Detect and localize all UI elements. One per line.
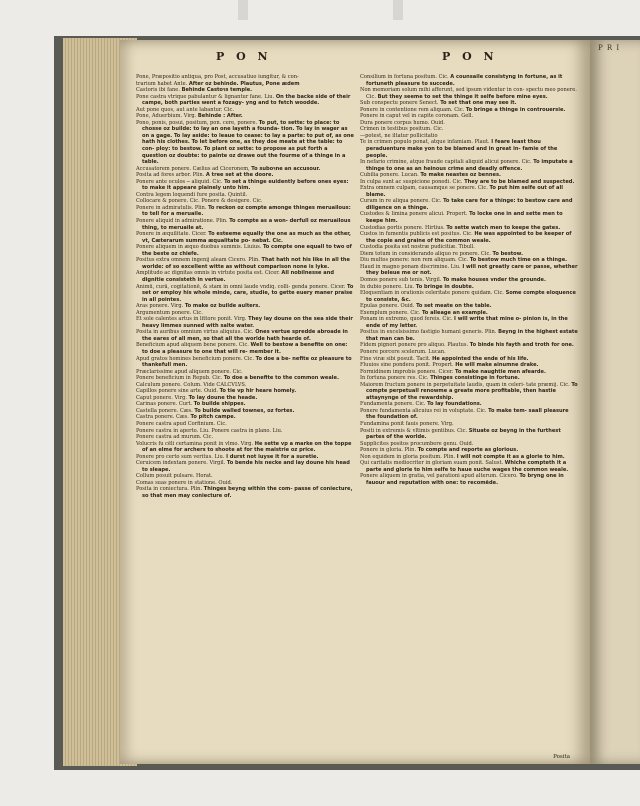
entry-latin-text: Fine viræ sibi posuit. Tacit. <box>360 355 431 362</box>
entry-latin-text: Posita in auribus omnium virtus aliquius. Cic. <box>136 329 254 336</box>
dictionary-entry <box>136 231 354 244</box>
dictionary-entry <box>136 205 354 218</box>
entry-latin-text: Posita ad fores arbor. Plin. <box>136 172 205 179</box>
entry-english-gloss: To bryng one in fauour and reputation with one: to recomēde. <box>366 473 564 486</box>
entry-latin-text: Ponere pro certo sum veritus. Liu. <box>136 453 225 460</box>
entry-latin-text: Fundamenta ponere. Cic. <box>360 401 426 408</box>
entry-latin-text: Haud in magno ponam discrimine. Liu. <box>360 263 461 270</box>
entry-latin-text: Aras ponere. Virg. <box>136 303 184 310</box>
dictionary-entry <box>136 284 354 304</box>
dictionary-entry <box>360 74 578 87</box>
book-page <box>120 40 590 764</box>
dictionary-entry <box>360 329 578 342</box>
entry-latin-text: Fluuios sine pondera ponit. Propert. <box>360 362 454 369</box>
entry-english-gloss: To lay foundations. <box>427 401 482 408</box>
entry-latin-text: Diem totum in considerando aliquo re ponere. Cic. <box>360 250 491 257</box>
entry-english-gloss: To make oz builde aulters. <box>184 303 261 310</box>
entry-latin-text: Caput ponere. Virg. <box>136 394 187 401</box>
entry-latin-text: Ponam in extremo, quod fereis. Cic. <box>360 316 453 323</box>
dictionary-entry <box>360 473 578 486</box>
entry-english-gloss: Beyng in the highest estate that man can be. <box>366 329 578 342</box>
entry-latin-text: Præclarissime apud aliquem ponere. Cic. <box>136 368 243 375</box>
entry-latin-text: Positus in excelsissimo fastigio humani generis. Plin. <box>360 329 497 336</box>
entry-latin-text: Amplitudo ac dignitas omnis in virtute posita est. Cicer. <box>136 270 280 277</box>
entry-latin-text: Curam in re aliqua ponere. Cic. <box>360 198 442 205</box>
entry-english-gloss: To binde his fayth and troth for one. <box>469 342 574 349</box>
entry-latin-text: Apud gratos homines beneficium ponere. Cic. <box>136 355 255 362</box>
entry-english-gloss: He sette vp a marke on the toppe of an elme for archers to shoote at for the maistrie oz price. <box>142 440 352 454</box>
entry-english-gloss: To reckon oz compte amonge thinges meruailous: to tell for a meruaile. <box>142 204 351 218</box>
entry-latin-text: Aut pone quos, aut ante labantur. Cic. <box>136 106 234 113</box>
entry-latin-text: Posita in coniectura. Plin. <box>136 486 203 493</box>
entry-latin-text: Custodes & limina ponere alicui. Propert. <box>360 211 468 218</box>
entry-english-gloss: To alleage an example. <box>422 309 488 316</box>
dictionary-entry <box>136 460 354 473</box>
entry-english-gloss: Well to bestow a benefite on one: to doe a pleasure to one that will re- member it. <box>142 342 348 355</box>
entry-latin-text: Ponere aliquid in admiratione. Plin. <box>136 218 228 225</box>
catchword: Posita <box>553 754 570 760</box>
entry-latin-text: Exemplum ponere. Cic. <box>360 309 421 316</box>
entry-english-gloss: To locke one in and sette men to keepe him. <box>366 211 563 225</box>
entry-latin-text: Volucris fu cēli certamina ponit in vlmo. Virg. <box>136 440 254 447</box>
entry-english-gloss: To put, to sette: to place: to chosse oz builde: to lay an one layeth a founda- tion. To lay in wager as on a gage. To lay aside: to leaue to cease: to lay a parte: to put of, as one hath his clothes. To let before one, as they doe meate at the table: to con- ploy: to bestow. To plant oz sette: to propose as put forth a question oz doubte: to painte oz drawe out the fourme of a thinge in a table. <box>142 119 354 166</box>
dictionary-entry <box>360 159 578 172</box>
entry-english-gloss: But they seeme to set the thinge it selfe before mine eyes. <box>377 93 548 100</box>
entry-english-gloss: To doe a be- nefite oz pleasure to thankefull men. <box>142 355 352 369</box>
entry-english-gloss: Thinges beyng within the com- passe of coniecture, so that men may coniecture of. <box>142 486 353 499</box>
entry-english-gloss: To lay doune the heade. <box>188 394 258 401</box>
entry-latin-text: Ponere in caput vel in capite coronam. Gell. <box>360 113 474 120</box>
entry-latin-text: Ponere fundamenta alicuius rei in voluptate. Cic. <box>360 407 487 414</box>
entry-latin-text: Qui caritatis mediocriter in gloriam suam ponit. Salust. <box>360 460 504 467</box>
dictionary-entry <box>360 316 578 329</box>
entry-latin-text: Argumentum ponere. Cic. <box>136 309 203 316</box>
entry-english-gloss: A counsaile consistyng in fortune, as it fortuneth pleasure to succede. <box>366 74 563 87</box>
entry-latin-text: Castra ponere. Cæs. <box>136 414 189 421</box>
entry-latin-text: Supplicites positos procumbere genu. Ouid. <box>360 440 474 447</box>
entry-latin-text: Cubilia ponere. Lucan. <box>360 172 419 179</box>
dictionary-entry <box>136 120 354 166</box>
entry-english-gloss: He appointed the ende of his life. <box>432 355 529 362</box>
entry-english-gloss: To bringe in doubte. <box>415 283 474 290</box>
entry-english-gloss: To sette watch men to keepe the gates. <box>446 224 561 231</box>
entry-latin-text: Ponere ante oculos ─ aliquid. Cic. <box>136 178 223 185</box>
entry-english-gloss: Situate oz beyng in the furthest partes of the worlde. <box>366 427 561 441</box>
entry-latin-text: Fundamina ponit fauis ponere. Virg. <box>360 420 454 427</box>
dictionary-entry <box>136 342 354 355</box>
entry-latin-text: Consilium in fortuna positum. Cic. <box>360 74 449 80</box>
dictionary-entry <box>360 231 578 244</box>
entry-english-gloss: To builde shippes. <box>193 401 246 408</box>
entry-latin-text: Et sole calentes artus in littore ponit. Virg. <box>136 316 247 323</box>
entry-english-gloss: He will make ainumne drake. <box>455 362 539 369</box>
entry-latin-text: Maiorem fructum ponere in perpetuitate laudis, quam in celeri- tate præmij. Cic. <box>360 381 570 388</box>
entry-latin-text: Ponere aliquem in gratia, vel parationi apud alterum. Cicero. <box>360 473 518 480</box>
entry-english-gloss: To suboꝛne an accusour. <box>251 165 321 172</box>
dictionary-entry <box>136 179 354 192</box>
entry-english-gloss: They are to be blamed and suspected. <box>464 178 575 185</box>
entry-english-gloss: Some compte eloquence to consiste, &c. <box>366 290 576 303</box>
entry-english-gloss: To doe a benefite to the common weale. <box>223 375 339 382</box>
entry-english-gloss: They lay doune on the sea side their heavy limmes sunned with salte water. <box>142 316 353 329</box>
entry-latin-text: Sub conspectu ponere Senect. <box>360 100 439 107</box>
dictionary-entry <box>360 382 578 402</box>
entry-english-gloss: He was appointed to be keeper of the copie and graine of the common weale. <box>366 231 572 244</box>
running-head-left: P O N <box>216 50 272 63</box>
entry-english-gloss: To make neastes oz bennes. <box>420 172 501 179</box>
entry-english-gloss: Thinges consistinge in fortune. <box>430 375 520 382</box>
entry-latin-text: Ponere castra ad murum. Cic. <box>136 434 214 441</box>
running-head-right: P O N <box>442 50 498 63</box>
entry-latin-text: Ponere in contentione rem aliquam. Cic. <box>360 106 465 113</box>
entry-english-gloss: I will write that mine o- pinion is, in the ende of my letter. <box>366 316 568 329</box>
entry-latin-text: Contra legem loquendi fure posita. Quintil. <box>136 191 248 198</box>
entry-english-gloss: To tie vp hir heare homely. <box>219 388 297 395</box>
entry-english-gloss: To set that one may see it. <box>440 100 517 107</box>
entry-english-gloss: I will not compte it as a glorie to him. <box>456 453 565 460</box>
dictionary-entry <box>360 185 578 198</box>
entry-latin-text: Diu multos ponere: non rem aliquam. Cic. <box>360 257 469 264</box>
entry-latin-text: Collum posuit pulsare. Horat. <box>136 473 213 480</box>
entry-latin-text: Non equidem in gloria positum. Plin. <box>360 453 456 460</box>
entry-english-gloss: To imputate a thinge to one as an heinous crime and deadly offence. <box>366 159 573 172</box>
dictionary-entry <box>136 329 354 342</box>
entry-english-gloss: To take care for a thinge: to bestow care and diligence on a thinge. <box>366 198 573 211</box>
entry-latin-text: Ponere castra in aperto. Liu. Ponere castra in plano. Liu. <box>136 427 283 434</box>
dictionary-entry <box>360 211 578 224</box>
dictionary-entry <box>360 264 578 277</box>
entry-latin-text: Ponere aliquem in æquo duobus summis. Liuius. <box>136 244 262 251</box>
entry-latin-text: In fortuna ponere res. Cic. <box>360 375 429 382</box>
facing-page-text: P R I <box>598 44 621 52</box>
entry-english-gloss: To bende his necke and lay doune his head to sleape. <box>142 460 350 473</box>
entry-latin-text: Positus extra omnem ingenij aleam Cicero. Plin. <box>136 257 260 264</box>
entry-english-gloss: To compte as a won- derfull oz meruailous thing, to meruaile at. <box>142 218 351 231</box>
entry-latin-text: Ponere in admiratulis. Plin. <box>136 204 207 211</box>
entry-english-gloss: Behinde Castoꝛs temple. <box>181 87 253 94</box>
entry-latin-text: Te in crimen populo ponat, atque infamiam. Plaut. <box>360 139 490 146</box>
entry-latin-text: Comas suas ponere in statione. Ouid. <box>136 479 233 486</box>
entry-latin-text: Eloquentiam in orationis celeritate ponere quidam. Cic. <box>360 290 504 297</box>
entry-english-gloss: To pitch campe. <box>190 414 236 421</box>
entry-english-gloss: To compte perpetuall renowme a greate more profitable, then hastie attaynynge of the rewardship. <box>366 381 578 401</box>
entry-latin-text: Ponere beneficium in Repub. Cic. <box>136 375 223 382</box>
entry-english-gloss: To builde walled townes, oz fortes. <box>194 407 295 414</box>
entry-latin-text: Custodias portis ponere. Hirtius. <box>360 224 445 231</box>
entry-english-gloss: I feare least thou peraduenture make yon to be blamed and in great in- famie of the people. <box>366 139 558 159</box>
entry-latin-text: Positi in extremis & vltimis gentibus. Cic. <box>360 427 468 434</box>
entry-latin-text: Crimen in testibus positum. Cic. <box>360 126 444 133</box>
entry-latin-text: Accusatorem ponere. Cælius ad Ciceronem, <box>136 165 250 172</box>
entry-english-gloss: I durst not iuyse it for a suretie. <box>226 453 319 460</box>
entry-english-gloss: To make naughtie men afearde. <box>455 368 546 375</box>
entry-english-gloss: To set meate on the table. <box>416 303 492 310</box>
entry-latin-text: Ponere porcere scelerum. Lucan. <box>360 348 446 355</box>
facing-page <box>588 40 640 764</box>
entry-latin-text: Domos ponere sub tenis. Virgil. <box>360 276 442 283</box>
entry-latin-text: In culpa sunt ac suspicione ponedi. Cic. <box>360 178 463 185</box>
entry-latin-text: Ceruicem indextam ponere. Virgil. <box>136 460 226 467</box>
scanner-marker-left <box>238 0 248 20</box>
dictionary-entry <box>360 139 578 159</box>
entry-latin-text: Epulas ponere. Ouid. <box>360 303 415 310</box>
entry-latin-text: Ponere in gloria. Plin. <box>360 447 417 454</box>
entry-latin-text: —potest, ne iltatur pollicitatio <box>360 132 438 139</box>
dictionary-entry <box>136 441 354 454</box>
dictionary-entry <box>136 270 354 283</box>
entry-english-gloss: After oz behinde. Plautus, Pone ædem <box>188 80 300 87</box>
entry-english-gloss: To bestow. <box>492 250 523 257</box>
dictionary-entry <box>136 244 354 257</box>
entry-latin-text: Carinas ponere. Curt. <box>136 401 193 408</box>
entry-english-gloss: To set a thinge euidently before ones eyes: to make it appeare plainely unto him. <box>142 178 349 192</box>
entry-english-gloss: To put him selfe out of all blame. <box>366 185 563 198</box>
entry-latin-text: Pone, Præpositio antiqua, pro Post, accusatiuo iungitur, & con- <box>136 74 299 80</box>
dictionary-entry <box>136 316 354 329</box>
entry-english-gloss: To set or employ his whole minde, care, studie, to gette euery maner praise in all pointes. <box>142 283 354 303</box>
dictionary-entry <box>360 428 578 441</box>
entry-english-gloss: That hath not his like in all the worlde: of so excellent witte as without comparison none is lyke. <box>142 257 350 270</box>
scanner-marker-right <box>393 0 403 20</box>
dictionary-entry <box>136 486 354 499</box>
left-column <box>136 74 354 758</box>
entry-latin-text: Extra omnem culpam, causamque se ponere. Cic. <box>360 185 488 192</box>
entry-latin-text: Ponere in æquilitate. Cicer. <box>136 231 207 238</box>
entry-latin-text: Pone, Aduerbium. Virg. <box>136 113 197 120</box>
dictionary-entry <box>360 290 578 303</box>
dictionary-entry <box>136 218 354 231</box>
entry-english-gloss: All nobilnesse and dignitie consisteth in vertue. <box>142 270 334 283</box>
entry-english-gloss: On the backe side of their campe, both parties went a fozagy- yng and to fetch woodde. <box>142 93 351 107</box>
entry-latin-text: Dura ponere corpus humo. Ouid. <box>360 119 445 126</box>
entry-latin-text: Collocare & ponere. Cic. Ponere & desigere. Cic. <box>136 198 263 205</box>
entry-english-gloss: To esteeme equally the one as much as the other, vt, Cæterarum summa æqualitate po- nebat. Cic. <box>142 231 351 244</box>
entry-latin-text: Custodia posita est nostræ pudicitiæ. Tibull. <box>360 244 475 251</box>
entry-english-gloss: To bringe a thinge in controuersie. <box>465 106 566 113</box>
entry-latin-text: In nefario crimine, atque fraude capitali aliquid alicui ponere. Cic. <box>360 159 532 166</box>
entry-latin-text: Castella ponere. Cæs. <box>136 407 193 414</box>
entry-latin-text: Fidem pignori ponere pro aliquo. Plautus. <box>360 342 469 349</box>
entry-latin-text: Formidinem improbis ponere. Cicer. <box>360 368 454 375</box>
entry-english-gloss: To compte one equall to two of the beste oz chiefe. <box>142 244 352 257</box>
entry-latin-text: Calculum ponere. Colum. Vide CALCVLVS. <box>136 381 247 388</box>
dictionary-entry <box>360 198 578 211</box>
dictionary-entry <box>360 408 578 421</box>
entry-latin-text: Castoris ibi fane. <box>136 87 180 94</box>
entry-latin-text: Animū, curā, cogitationē, & stam in omni laude vndiq. colli- genda ponere. Cicer. <box>136 283 346 290</box>
entry-english-gloss: To bestow much time on a thinge. <box>469 257 568 264</box>
entry-latin-text: Pono, ponis, posui, positum, pon. cere, ponere. <box>136 119 258 126</box>
entry-english-gloss: Behinde : After. <box>197 113 243 120</box>
dictionary-entry <box>136 356 354 369</box>
entry-latin-text: trarium habet Ante. <box>136 80 188 87</box>
entry-latin-text: Pone castra vtrique pabulantur & lignantur fane. Liu. <box>136 93 275 100</box>
entry-latin-text: In dubio ponere. Liu. <box>360 283 415 290</box>
dictionary-entry <box>360 460 578 473</box>
entry-latin-text: Capillos ponere sine arte. Ouid. <box>136 388 218 395</box>
entry-latin-text: Custos in fumentis publicis est positus. Cic. <box>360 231 473 238</box>
entry-english-gloss: To compte and reporte as glorious. <box>417 447 519 454</box>
dictionary-entry <box>136 94 354 107</box>
entry-english-gloss: I will not greatly care or passe, whether they beleue me or not. <box>366 263 578 277</box>
dictionary-entry <box>136 257 354 270</box>
entry-latin-text: Beneficium apud aliquem bene ponere. Cic. <box>136 342 249 349</box>
dictionary-entry <box>360 87 578 100</box>
entry-english-gloss: Ones vertue spredde abroade in the eares of all men, so that all the worlde hath hearde of. <box>142 329 348 342</box>
entry-english-gloss: To make tem- saall pleasure the foundation of. <box>366 407 569 421</box>
entry-english-gloss: A tree set at the doore. <box>205 172 274 179</box>
entry-latin-text: Ponere castra apud Corfinium. Cic. <box>136 420 227 427</box>
entry-latin-text: Non memoriam solum mihi afferunt, sed ipsum videntur in con- spectu meo ponere. Cic. <box>360 87 577 100</box>
entry-english-gloss: To make houses vnder the grounde. <box>443 276 546 283</box>
entry-english-gloss: Whiche compteth it a parte and glorie to him selfe to haue suche wages the common weale. <box>366 460 569 473</box>
right-column <box>360 74 578 758</box>
